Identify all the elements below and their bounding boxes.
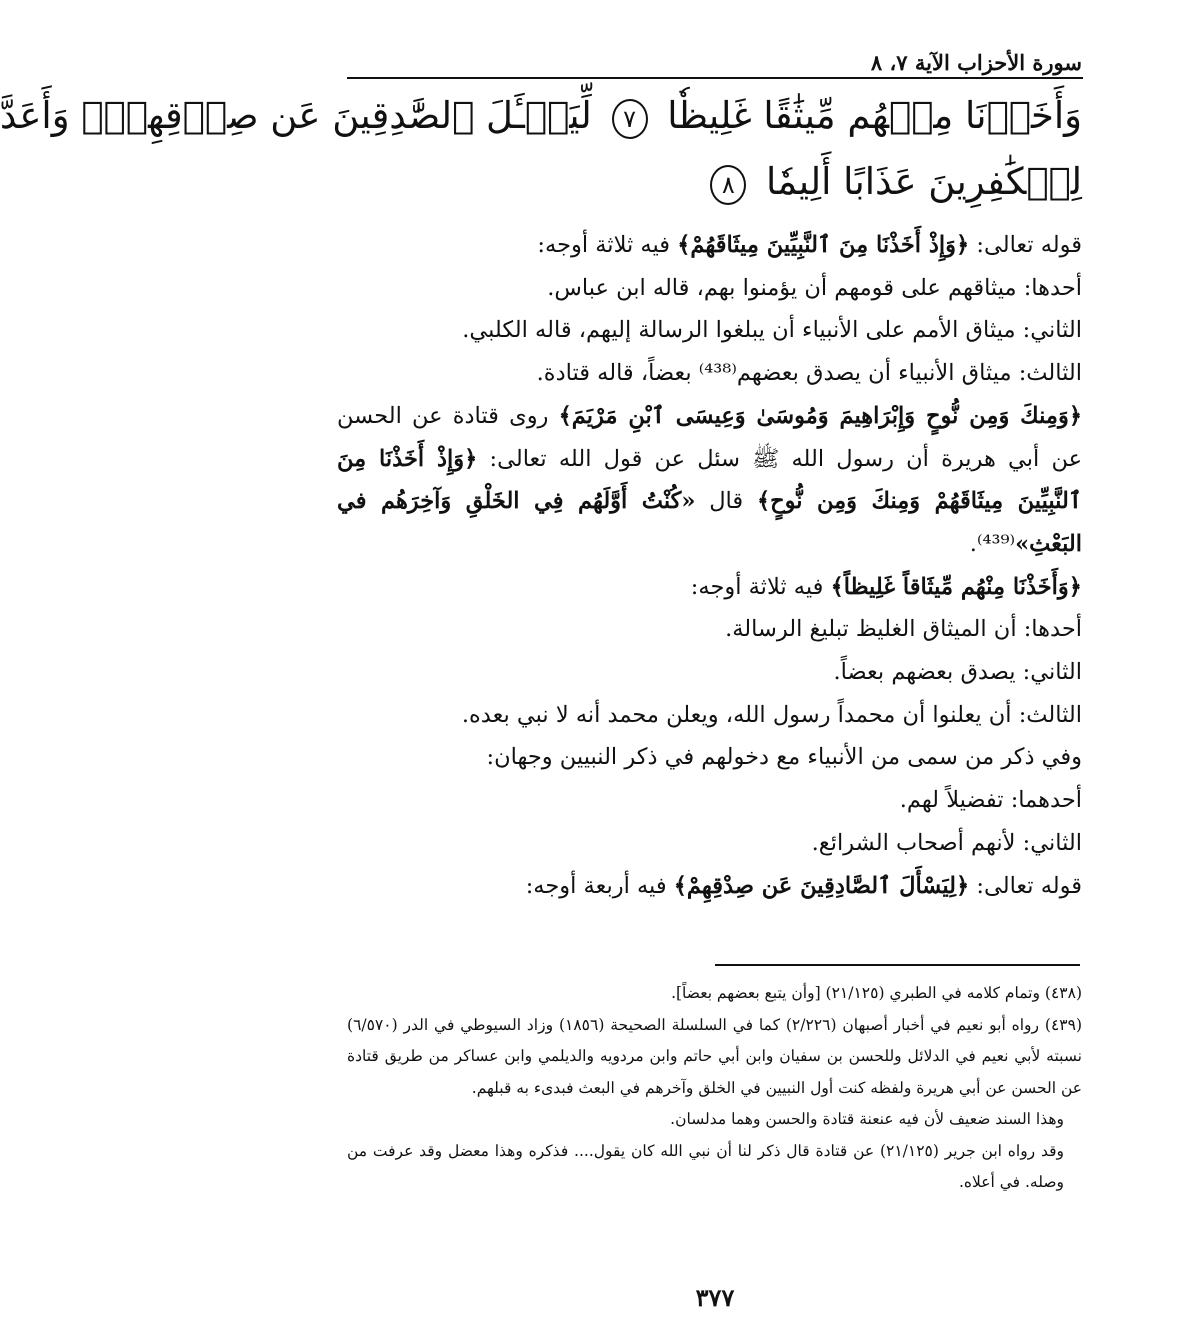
footnote-438: (٤٣٨) وتمام كلامه في الطبري (٢١/١٢٥) [وأن يتبع بعضهم بعضاً]. [671, 984, 1082, 1002]
text: روى قتادة عن الحسن عن أبي هريرة أن رسول الله ﷺ سئل عن قول الله تعالى: [337, 402, 1083, 472]
quran-quote: ﴿لِيَسْأَلَ ٱلصَّادِقِينَ عَن صِدْقِهِمْ﴾ [673, 872, 970, 899]
paragraph [337, 224, 1082, 267]
text: قوله تعالى: [976, 872, 1082, 899]
paragraph [337, 865, 1082, 908]
footnotes [347, 978, 1082, 1199]
text: قال [709, 488, 744, 515]
footnote-439: (٤٣٩) رواه أبو نعيم في أخبار أصبهان (٢/٢٢٦) كما في السلسلة الصحيحة (١٨٥٦) وزاد السيوطي في الدر (٦/٥٧٠) نسبته لأبي نعيم في الدلائل وللحسن بن سفيان وابن أبي حاتم وابن مردويه والديلمي وابن عساكر من طريق قتادة عن الحسن عن أبي هريرة ولفظه كنت أول النبيين في الخلق وآخرهم في البعث فبدىء به قبلهم. [347, 1015, 1082, 1097]
commentary-body [337, 224, 1082, 907]
paragraph: الثاني: لأنهم أصحاب الشرائع. [811, 829, 1082, 856]
running-header: سورة الأحزاب الآية ٧، ٨ [870, 50, 1082, 75]
quran-quote: ﴿وَمِنكَ وَمِن نُّوحٍ وَإِبْرَاهِيمَ وَمُوسَىٰ وَعِيسَى ٱبْنِ مَرْيَمَ﴾ [558, 402, 1083, 429]
paragraph: الثاني: ميثاق الأمم على الأنبياء أن يبلغوا الرسالة إليهم، قاله الكلبي. [462, 317, 1082, 344]
paragraph [337, 395, 1082, 566]
quran-quote: ﴿وَأَخَذْنَا مِنْهُم مِّيثَاقاً غَلِيظاً﴾ [830, 573, 1082, 600]
footnote-separator [715, 964, 1080, 966]
paragraph: أحدها: ميثاقهم على قومهم أن يؤمنوا بهم، قاله ابن عباس. [547, 274, 1082, 301]
quran-verse-line-1 [0, 92, 1082, 140]
paragraph: الثالث: ميثاق الأنبياء أن يصدق بعضهم⁽⁴³⁸⁾ بعضاً، قاله قتادة. [536, 360, 1082, 387]
header-rule [347, 77, 1083, 79]
quran-quote: ﴿وَإِذْ أَخَذْنَا مِنَ ٱلنَّبِيِّينَ مِيثَاقَهُمْ﴾ [677, 232, 970, 258]
paragraph: الثاني: يصدق بعضهم بعضاً. [833, 659, 1082, 686]
ayah-number-8: ٨ [710, 165, 746, 205]
paragraph: أحدها: أن الميثاق الغليظ تبليغ الرسالة. [725, 616, 1082, 643]
footnote-ref-439: ⁽⁴³⁹⁾. [969, 530, 1016, 557]
text: قوله تعالى: [976, 232, 1082, 258]
paragraph: الثالث: أن يعلنوا أن محمداً رسول الله، ويعلن محمد أنه لا نبي بعده. [461, 701, 1082, 728]
paragraph: أحدهما: تفضيلاً لهم. [899, 787, 1082, 814]
verse-text-8a: لِّيَسۡـَٔلَ ٱلصَّٰدِقِينَ عَن صِدۡقِهِمۡۚ وَأَعَدَّ [0, 94, 592, 137]
text: فيه ثلاثة أوجه: [537, 232, 671, 258]
hadith-quote: «كُنْتُ أَوَّلَهُم فِي الخَلْقِ وَآخِرَهُم في البَعْثِ» [337, 488, 1082, 557]
ayah-number-7: ٧ [612, 99, 648, 139]
text: فيه ثلاثة أوجه: [690, 573, 824, 600]
footnote-439-continuation: وقد رواه ابن جرير (٢١/١٢٥) عن قتادة قال ذكر لنا أن نبي الله كان يقول.... فذكره وهذا معضل وقد عرفت من وصله. في أعلاه. [347, 1141, 1064, 1191]
verse-text-7: وَأَخَذۡنَا مِنۡهُم مِّيثَٰقًا غَلِيظٗا [667, 94, 1082, 137]
paragraph [337, 566, 1082, 609]
paragraph: وفي ذكر من سمى من الأنبياء مع دخولهم في ذكر النبيين وجهان: [486, 744, 1082, 771]
page-number: ٣٧٧ [695, 1283, 735, 1312]
verse-text-8b: لِلۡكَٰفِرِينَ عَذَابًا أَلِيمٗا [766, 160, 1082, 203]
quran-verse-line-2 [347, 158, 1082, 206]
footnote-439-continuation: وهذا السند ضعيف لأن فيه عنعنة قتادة والحسن وهما مدلسان. [670, 1110, 1064, 1128]
quran-quote: ﴿وَإِذْ أَخَذْنَا مِنَ ٱلنَّبِيِّينَ مِيثَاقَهُمْ وَمِنكَ وَمِن نُّوحٍ﴾ [337, 445, 1082, 515]
text: فيه أربعة أوجه: [525, 872, 667, 899]
